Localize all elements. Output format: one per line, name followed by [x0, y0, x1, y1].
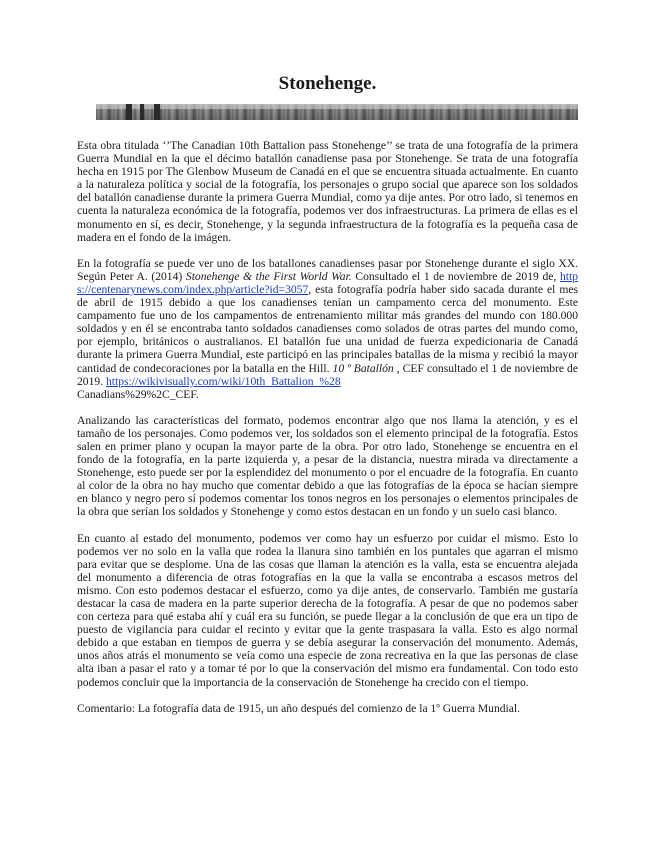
paragraph-text: , CEF consultado el 1 de noviembre de 2019. [77, 361, 578, 388]
paragraph-context [77, 257, 578, 401]
paragraph-intro: Esta obra titulada ‘’The Canadian 10th Battalion pass Stonehenge’’ se trata de una fotografía de la primera Guerra Mundial en la que el décimo batallón canadiense pasa por Stonehenge. Se trata de una fotografía hecha en 1915 por The Glenbow Museum de Canadá en el que se encuentra situada actualmente. En cuanto a la naturaleza política y social de la fotografía, los personajes o grupo social que aparece son los soldados del batallón canadiense durante la primera Guerra Mundial, como ya dije antes. Por otro lado, si tenemos en cuenta la naturaleza económica de la fotografía, podemos ver dos infraestructuras. La primera de ellas es el monumento en sí, es decir, Stonehenge, y la segunda infraestructura de la fotografía es la pequeña casa de madera en el fondo de la imágen. [77, 139, 578, 244]
photo-strip [96, 104, 578, 120]
paragraph-format: Analizando las características del formato, podemos encontrar algo que nos llama la atención, y es el tamaño de los personajes. Como podemos ver, los soldados son el elemento principal de la fotografía. Estos salen en primer plano y ocupan la mayor parte de la obra. Por otro lado, Stonehenge se encuentra en el fondo de la fotografía, en la parte izquierda y, a pesar de la distancia, nuestra mirada va directamente a Stonehenge, esto puede ser por la esplendidez del monumento o por el encuadre de la fotografía. En cuanto al color de la obra no hay mucho que comentar debido a que las fotografías de la época se hacían siempre en blanco y negro pero sí podemos comentar los tonos negros en los personajes o elementos principales de la obra que serían los soldados y Stonehenge y como estos destacan en un fondo y un suelo casi blanco. [77, 413, 578, 519]
paragraph-text: , esta fotografía podría haber sido sacada durante el mes de abril de 1915 debido a que los canadienses tenían un campamento cerca del monumento. Este campamento fue uno de los campamentos de entrenamiento militar más grandes del mundo con 180.000 soldados y en él se encontraba tanto soldados canadienses como solados de otras partes del mundo como, por ejemplo, británicos o australianos. El batallón fue una unidad de fuerza expedicionaria de Canadá durante la primera Guerra Mundial, este participó en las principales batallas de la misma y recibió la mayor cantidad de condecoraciones por la batalla en the Hill. [77, 282, 578, 375]
document-title: Stonehenge. [278, 73, 377, 94]
soldier-figure [140, 104, 144, 120]
wikivisually-link[interactable]: https://wikivisually.com/wiki/10th_Battalion_%28 [105, 374, 341, 388]
citation-title: 10 º Batallón [332, 361, 394, 375]
paragraph-text: Canadians%29%2C_CEF. [77, 387, 199, 401]
paragraph-text: En la fotografía se puede ver uno de los batallones canadienses pasar por Stonehenge durante el siglo XX. Según Peter A. (2014) [77, 256, 578, 283]
citation-title: Stonehenge & the First World War. [185, 269, 352, 283]
soldier-figure [154, 104, 160, 120]
paragraph-comment: Comentario: La fotografía data de 1915, un año después del comienzo de la 1º Guerra Mundial. [77, 701, 521, 715]
centenary-news-link[interactable]: https://centenarynews.com/index.php/article?id=3057 [77, 269, 578, 296]
soldier-figure [126, 104, 132, 120]
paragraph-conservation: En cuanto al estado del monumento, podemos ver como hay un esfuerzo por cuidar el mismo. Esto lo podemos ver no solo en la valla que rodea la llanura sino también en los puntales que agarran el mismo para evitar que se desplome. Una de las cosas que llaman la atención es la valla, esta se encuentra alejada del monumento a diferencia de otras fotografías en la que la valla se encontraba a escasos metros del mismo. Con esto podemos destacar el esfuerzo, como ya dije antes, de conservarlo. También me gustaría destacar la casa de madera en la parte superior derecha de la fotografía. A pesar de que no podemos saber con certeza para qué estaba ahí y cuál era su función, se puede llegar a la conclusión de que era un tipo de puesto de vigilancia para cuidar el recinto y evitar que la gente traspasara la valla. Esto es algo normal debido a que estaban en tiempos de guerra y se debía asegurar la conservación del monumento. Además, unos años atrás el monumento se veía como una especie de zona recreativa en la que las personas de clase alta iban a pasar el rato y a tomar té por lo que la conservación del mismo era fundamental. Con todo esto podemos concluir que la importancia de la conservación de Stonehenge ha crecido con el tiempo. [77, 531, 578, 689]
document-body [77, 139, 578, 728]
paragraph-text: Consultado el 1 de noviembre de 2019 de, [351, 269, 560, 283]
photo-sky [96, 104, 578, 109]
